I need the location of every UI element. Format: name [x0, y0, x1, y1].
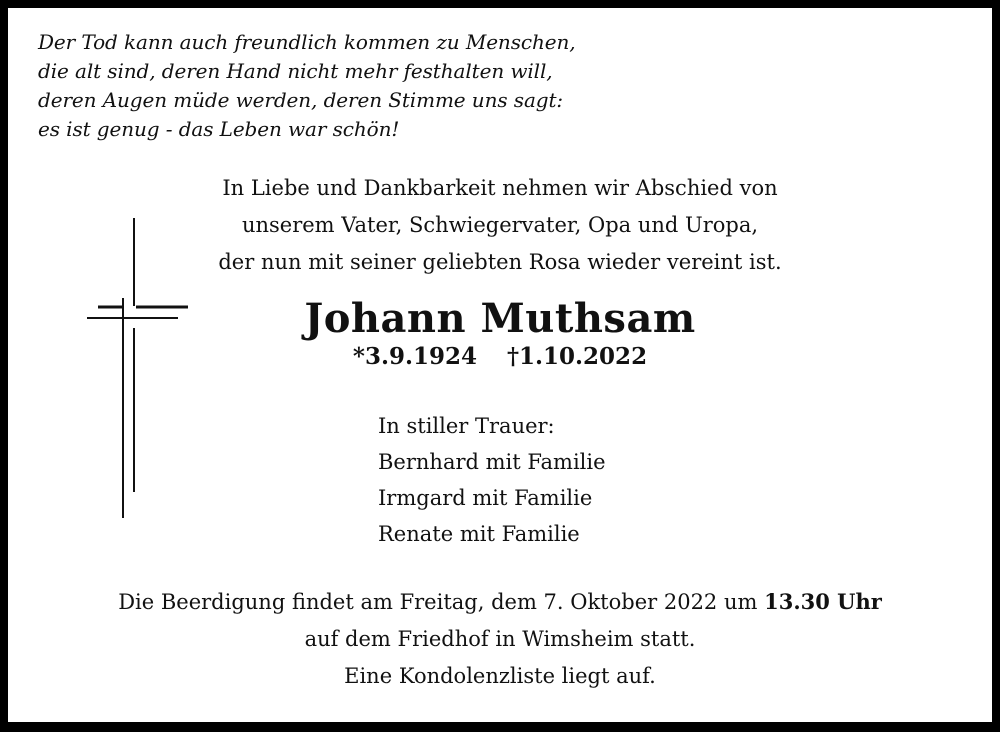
- mourners-list: [378, 408, 606, 552]
- mourner-entry: Irmgard mit Familie: [378, 486, 593, 510]
- funeral-date-line: [8, 583, 992, 621]
- condolence-note: Eine Kondolenzliste liegt auf.: [344, 664, 656, 688]
- funeral-date-text: Die Beerdigung findet am Freitag, dem 7. Oktober 2022 um: [118, 590, 758, 614]
- farewell-line: unserem Vater, Schwiegervater, Opa und Uropa,: [241, 213, 759, 237]
- birth-date: *3.9.1924: [352, 343, 477, 370]
- funeral-info: [8, 583, 992, 695]
- mourner-entry: Renate mit Familie: [378, 522, 580, 546]
- deceased-name: Johann Muthsam: [304, 295, 696, 342]
- poem-line: es ist genug - das Leben war schön!: [38, 117, 400, 141]
- obituary-card: [8, 8, 992, 722]
- funeral-time: 13.30 Uhr: [764, 589, 882, 614]
- poem-line: die alt sind, deren Hand nicht mehr festhalten will,: [38, 59, 553, 83]
- poem-line: deren Augen müde werden, deren Stimme uns sagt:: [38, 88, 564, 112]
- death-date: †1.10.2022: [507, 343, 648, 370]
- mourner-entry: Bernhard mit Familie: [378, 450, 606, 474]
- farewell-line: In Liebe und Dankbarkeit nehmen wir Abschied von: [222, 176, 778, 200]
- poem-line: Der Tod kann auch freundlich kommen zu Menschen,: [38, 30, 576, 54]
- farewell-line: der nun mit seiner geliebten Rosa wieder vereint ist.: [218, 250, 782, 274]
- funeral-location-line: auf dem Friedhof in Wimsheim statt.: [304, 627, 696, 651]
- life-dates: [8, 343, 992, 370]
- poem: [38, 28, 576, 144]
- mourners-heading: In stiller Trauer:: [378, 414, 555, 438]
